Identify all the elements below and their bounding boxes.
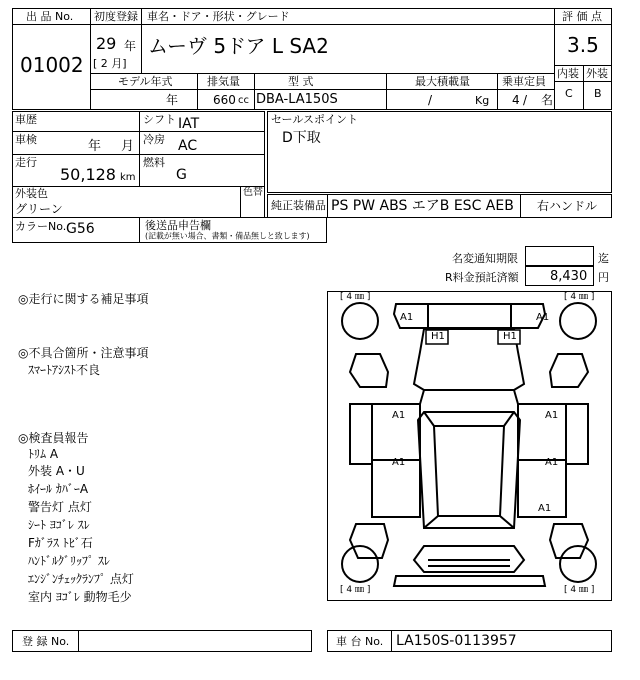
sales-point-label: セールスポイント: [271, 113, 359, 126]
inspector-item: 外装 A・U: [28, 464, 85, 478]
tire-depth-fr: [ 4 ㎜ ]: [564, 292, 595, 302]
right-side-profile: [550, 354, 588, 387]
inspector-title: ◎検査員報告: [18, 431, 89, 445]
mark-front-bumper-l: A1: [400, 312, 414, 323]
inspector-item: ﾎｲｰﾙ ｶﾊﾞｰA: [28, 482, 89, 496]
tire-depth-fl: [ 4 ㎜ ]: [340, 292, 371, 302]
mark-headlight-l: H1: [431, 331, 445, 342]
defect-item: ｽﾏｰﾄｱｼｽﾄ不良: [28, 363, 101, 377]
equipment-label: 純正装備品: [271, 199, 326, 212]
first-reg-label: 初度登録: [94, 10, 138, 23]
rear-bumper: [394, 576, 545, 586]
mark-headlight-r: H1: [503, 331, 517, 342]
first-reg-month: [ 2 月]: [93, 57, 127, 70]
capacity-sep: /: [523, 93, 528, 107]
sales-point-value: D下取: [282, 130, 321, 146]
mark-front-door-r: A1: [545, 410, 559, 421]
wheel-fr: [560, 303, 596, 339]
shift-value: IAT: [178, 116, 200, 132]
inspection-month-unit: 月: [121, 139, 135, 154]
inspector-item: ﾊﾝﾄﾞﾙｸﾞﾘｯﾌﾟ ｽﾚ: [28, 554, 110, 568]
wheel-rr: [560, 546, 596, 582]
aircon-label: 冷房: [143, 133, 165, 146]
left-rear-profile: [350, 524, 388, 558]
color-no-label: カラーNo.: [15, 220, 67, 233]
ext-color-value: グリーン: [15, 202, 63, 216]
inspector-item: ﾄﾘﾑ A: [28, 447, 59, 461]
model-year-unit: 年: [166, 93, 179, 107]
tire-depth-rr: [ 4 ㎜ ]: [564, 585, 595, 595]
capacity-label: 乗車定員: [502, 75, 546, 88]
max-load-label: 最大積載量: [415, 75, 470, 88]
color-change-label: 色替: [243, 187, 263, 198]
history-label: 車歴: [15, 113, 37, 126]
roof: [434, 426, 504, 516]
name-change-suffix: 迄: [598, 252, 609, 265]
inspector-item: ｴﾝｼﾞﾝﾁｪｯｸﾗﾝﾌﾟ 点灯: [28, 572, 134, 586]
ext-color-label: 外装色: [15, 187, 48, 200]
score-value: 3.5: [567, 33, 599, 57]
recycle-fee: 8,430: [550, 269, 588, 284]
steering-value: 右ハンドル: [537, 199, 598, 213]
inspector-item: 室内 ﾖｺﾞﾚ 動物毛少: [28, 590, 132, 604]
displacement-unit: cc: [238, 95, 249, 106]
reg-no-label: 登 録 No.: [22, 635, 70, 648]
recycle-label: R料金預託済額: [445, 271, 519, 284]
inspector-item: ｼｰﾄ ﾖｺﾞﾚ ｽﾚ: [28, 518, 90, 532]
max-load-unit: Kg: [475, 94, 490, 107]
exterior-grade: B: [594, 87, 602, 100]
mark-rear-quarter-r: A1: [538, 503, 552, 514]
mileage-value: 50,128: [60, 165, 116, 184]
mark-front-bumper-r: A1: [536, 312, 550, 323]
score-label: 評 価 点: [562, 10, 602, 23]
chassis-no: LA150S-0113957: [396, 633, 517, 649]
name-change-label: 名変通知期限: [452, 252, 518, 265]
mark-rear-door-r: A1: [545, 457, 559, 468]
interior-label: 内装: [557, 67, 579, 80]
right-rear-profile: [550, 524, 588, 558]
left-side-profile: [350, 354, 388, 387]
lot-number: 01002: [20, 53, 84, 77]
car-name-label: 車名・ドア・形状・グレード: [147, 10, 290, 23]
mileage-label: 走行: [15, 156, 37, 169]
model-year-label: モデル年式: [118, 75, 173, 88]
lot-number-label: 出 品 No.: [26, 10, 74, 23]
inspector-item: Fｶﾞﾗｽ ﾄﾋﾞ石: [28, 536, 93, 550]
wheel-fl: [342, 303, 378, 339]
model-code-label: 型 式: [288, 75, 314, 88]
capacity-unit: 名: [541, 93, 554, 107]
mark-front-door-l: A1: [392, 410, 406, 421]
mileage-unit: km: [120, 172, 136, 183]
aftermarket-note: (記載が無い場合、書類・備品無しと致します): [145, 232, 310, 241]
inspection-year-unit: 年: [88, 139, 102, 154]
fuel-value: G: [176, 167, 187, 183]
max-load-sep: /: [428, 93, 433, 107]
capacity-value: 4: [512, 93, 520, 107]
mark-rear-door-l: A1: [392, 457, 406, 468]
displacement-value: 660: [213, 93, 236, 107]
aftermarket-label: 後送品申告欄: [145, 219, 211, 232]
name-change-box: [525, 246, 594, 266]
first-reg-year: 29: [96, 34, 117, 53]
inspector-item: 警告灯 点灯: [28, 500, 92, 514]
wheel-rl: [342, 546, 378, 582]
damage-diagram: [327, 291, 612, 601]
color-no-value: G56: [66, 221, 95, 237]
chassis-no-label: 車 台 No.: [336, 635, 384, 648]
car-body-diagram: [328, 292, 611, 600]
recycle-unit: 円: [598, 271, 609, 284]
shift-label: シフト: [143, 113, 176, 126]
equipment-value: PS PW ABS エアB ESC AEB: [331, 198, 514, 214]
inspection-label: 車検: [15, 133, 37, 146]
exterior-label: 外装: [586, 67, 608, 80]
displacement-label: 排気量: [207, 75, 240, 88]
defects-title: ◎不具合箇所・注意事項: [18, 346, 149, 360]
interior-grade: C: [565, 87, 573, 100]
first-reg-year-unit: 年: [124, 39, 137, 53]
front-bumper: [394, 304, 545, 328]
driving-notes-title: ◎走行に関する補足事項: [18, 292, 149, 306]
aircon-value: AC: [178, 138, 198, 154]
model-code: DBA-LA150S: [256, 92, 338, 107]
car-name: ムーヴ 5ドア L SA2: [148, 34, 329, 58]
tire-depth-rl: [ 4 ㎜ ]: [340, 585, 371, 595]
fuel-label: 燃料: [143, 156, 165, 169]
